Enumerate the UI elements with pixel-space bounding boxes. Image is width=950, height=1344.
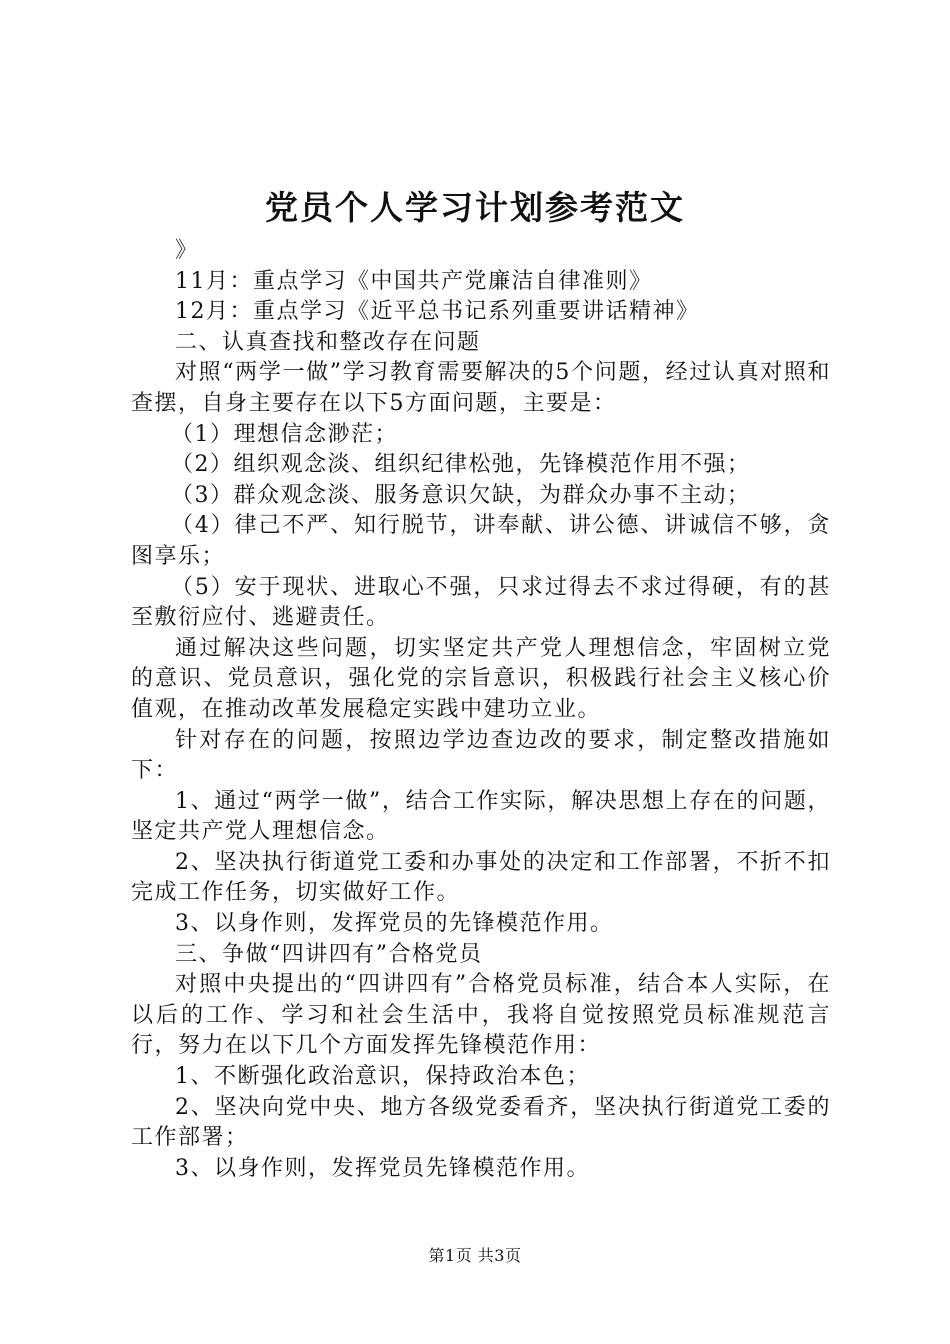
measure-item-1: 1、通过“两学一做”，结合工作实际，解决思想上存在的问题，坚定共产党人理想信念。: [131, 788, 831, 845]
problem-item-3: （3）群众观念淡、服务意识欠缺，为群众办事不主动；: [171, 482, 751, 508]
paragraph-measures-intro: 针对存在的问题，按照边学边查边改的要求，制定整改措施如下：: [131, 727, 831, 784]
page-footer: 第1页 共3页: [428, 1246, 522, 1265]
standard-item-1: 1、不断强化政治意识，保持政治本色；: [175, 1064, 590, 1090]
paragraph-solution-purpose: 通过解决这些问题，切实坚定共产党人理想信念，牢固树立党的意识、党员意识，强化党的宗旨意识，积极践行社会主义核心价值观，在推动改革发展稳定实践中建功立业。: [131, 635, 831, 722]
standard-item-2: 2、坚决向党中央、地方各级党委看齐，坚决执行街道党工委的工作部署；: [131, 1094, 831, 1151]
problem-item-4: （4）律己不严、知行脱节，讲奉献、讲公德、讲诚信不够，贪图享乐；: [131, 513, 831, 569]
problem-item-5: （5）安于现状、进取心不强，只求过得去不求过得硬，有的甚至敷衍应付、逃避责任。: [131, 574, 831, 631]
problem-item-1: （1）理想信念渺茫；: [171, 421, 398, 447]
measure-item-3: 3、以身作则，发挥党员的先锋模范作用。: [175, 911, 614, 937]
measure-item-2: 2、坚决执行街道党工委和办事处的决定和工作部署，不折不扣完成工作任务，切实做好工作。: [131, 849, 831, 906]
paragraph-problems-intro: 对照“两学一做”学习教育需要解决的5个问题，经过认真对照和查摆，自身主要存在以下5方面问题，主要是：: [131, 360, 831, 416]
paragraph-standards-intro: 对照中央提出的“四讲四有”合格党员标准，结合本人实际，在以后的工作、学习和社会生活中，我将自觉按照党员标准规范言行，努力在以下几个方面发挥先锋模范作用：: [131, 972, 831, 1059]
paragraph-closing-bracket: 》: [175, 238, 199, 263]
section-heading-2: 二、认真查找和整改存在问题: [175, 329, 481, 355]
document-body: [131, 236, 831, 1184]
paragraph-december-plan: 12月：重点学习《近平总书记系列重要讲话精神》: [175, 299, 700, 325]
standard-item-3: 3、以身作则，发挥党员先锋模范作用。: [175, 1155, 590, 1181]
paragraph-november-plan: 11月：重点学习《中国共产党廉洁自律准则》: [175, 268, 653, 294]
section-heading-3: 三、争做“四讲四有”合格党员: [175, 941, 483, 967]
problem-item-2: （2）组织观念淡、组织纪律松弛，先锋模范作用不强；: [171, 452, 751, 478]
page-title: 党员个人学习计划参考范文: [265, 188, 685, 227]
